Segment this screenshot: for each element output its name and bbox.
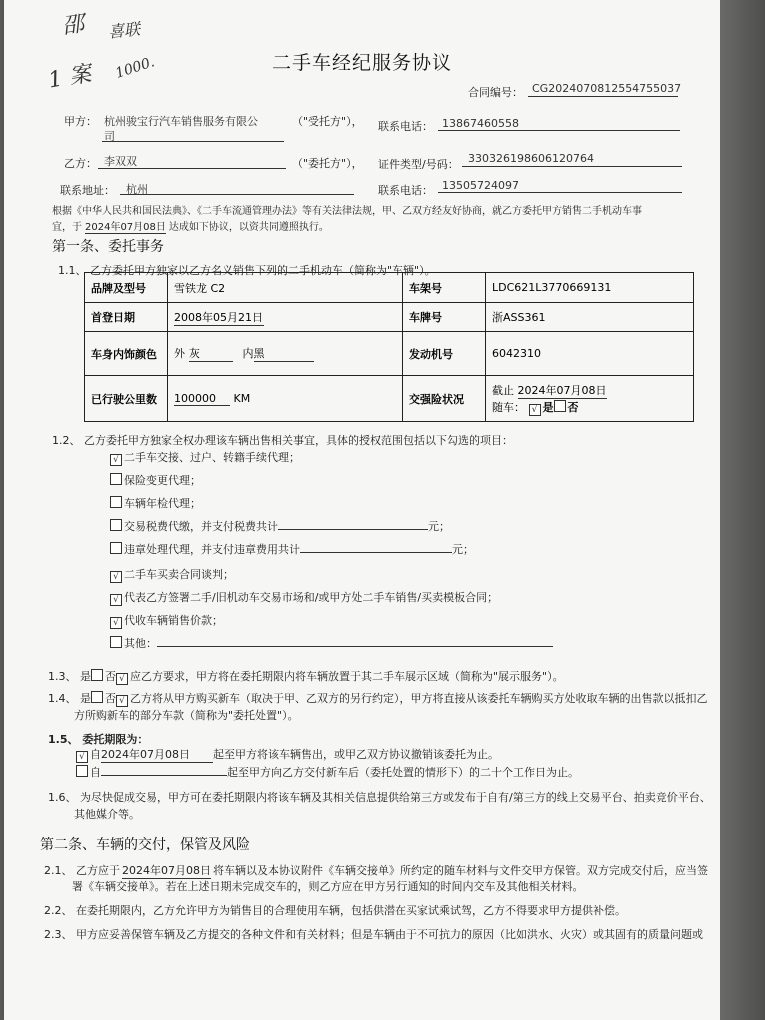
option-tax: 交易税费代缴，并支付税费共计 元； (110, 518, 450, 534)
section-2-3: 2.3、 甲方应妥善保管车辆及乙方提交的各种文件和有关材料；但是车辆由于不可抗力的原因（比如洪水、火灾）或其固有的质量问题或 (44, 928, 703, 941)
term-option-2: 自 起至甲方向乙方交付新车后（委托处置的情形下）的二十个工作日为止。 (76, 764, 579, 780)
checkbox-tax[interactable] (110, 519, 122, 531)
checkbox-inspection[interactable] (110, 496, 122, 508)
option-violation: 违章处理代理，并支付违章费用共计 元； (110, 541, 474, 557)
option-collect: √ 代收车辆销售价款； (110, 612, 223, 629)
handwriting-1: 邵 (60, 11, 86, 40)
checkbox-term-2[interactable] (76, 765, 88, 777)
option-inspection: 车辆年检代理； (110, 495, 201, 511)
party-b-id: 330326198606120764 (468, 152, 594, 165)
intro-line-1: 根据《中华人民共和国民法典》、《二手车流通管理办法》等有关法律法规，甲、乙双方经友好协商，就乙方委托甲方销售二手机动车事 (52, 206, 642, 217)
contract-no-label: 合同编号： (468, 86, 523, 99)
vin-value: LDC621L3770669131 (486, 273, 694, 303)
article-1-title: 第一条、委托事务 (52, 239, 164, 255)
mileage-value: 100000 KM (168, 376, 403, 422)
section-2-2: 2.2、 在委托期限内，乙方允许甲方为销售目的合理使用车辆，包括供潜在买家试乘试驾，乙方不得要求甲方提供补偿。 (44, 904, 626, 917)
vehicle-info-table (84, 272, 694, 422)
party-a-phone: 13867460558 (442, 117, 519, 130)
option-sign: √ 代表乙方签署二手/旧机动车交易市场和/或甲方处二手车销售/买卖模板合同； (110, 589, 498, 606)
handwriting-3: 1 案 (46, 61, 94, 94)
plate-value: 浙ASS361 (486, 303, 694, 332)
party-b-label: 乙方： (64, 157, 97, 170)
section-1-4: 1.4、 是 否 √ 乙方将从甲方购买新车（取决于甲、乙双方的另行约定），甲方将直接从该委托车辆购买方处收取车辆的出售款以抵扣乙 (48, 692, 708, 706)
plate-label: 车牌号 (403, 303, 486, 332)
engine-label: 发动机号 (403, 332, 486, 376)
checkbox-no[interactable] (554, 400, 566, 412)
checkbox-transfer[interactable]: √ (110, 454, 122, 466)
option-other: 其他： (110, 635, 553, 651)
section-1-2: 1.2、 乙方委托甲方独家全权办理该车辆出售相关事宜，具体的授权范围包括以下勾选的项目： (52, 434, 513, 447)
option-transfer: √ 二手车交接、过户、转籍手续代理； (110, 449, 300, 466)
handwriting-4: 1000. (113, 54, 157, 82)
party-b-phone-label: 联系电话： (378, 184, 433, 197)
option-insurance: 保险变更代理； (110, 472, 201, 488)
color-value: 外 灰 内黑 (168, 332, 403, 376)
checkbox-1-3-no[interactable]: √ (116, 673, 128, 685)
section-2-1-cont: 署《车辆交接单》。若在上述日期未完成交车的，则乙方应在甲方另行通知的时间内交车及其他相关材料。 (72, 880, 584, 893)
checkbox-negotiation[interactable]: √ (110, 571, 122, 583)
engine-value: 6042310 (486, 332, 694, 376)
option-negotiation: √ 二手车买卖合同谈判； (110, 566, 234, 583)
section-1-5: 1.5、 委托期限为： (48, 733, 149, 746)
page-title: 二手车经纪服务协议 (272, 52, 453, 74)
contract-no: CG2024070812554755037 (532, 82, 682, 95)
intro-date: 2024年07月08日 (85, 218, 166, 234)
checkbox-1-4-yes[interactable] (91, 691, 103, 703)
party-a-role: （"受托方"）， (292, 115, 363, 128)
intro-line-2: 宜，于 2024年07月08日 达成如下协议，以资共同遵照执行。 (52, 218, 329, 234)
checkbox-1-3-yes[interactable] (91, 669, 103, 681)
id-label: 证件类型/号码： (378, 158, 459, 171)
delivery-date: 2024年07月08日 (122, 864, 211, 877)
background-shadow (720, 0, 765, 1020)
party-b-phone: 13505724097 (442, 179, 519, 192)
insurance-label: 交强险状况 (403, 376, 486, 422)
insurance-value: 截止 2024年07月08日 随车： √ 是 否 (486, 376, 694, 422)
address-label: 联系地址： (60, 184, 115, 197)
section-1-1: 1.1、 乙方委托甲方独家以乙方名义销售下列的二手机动车（简称为"车辆"）。 (58, 264, 436, 277)
color-label: 车身内饰颜色 (85, 332, 168, 376)
section-1-6-cont: 其他媒介等。 (74, 808, 140, 821)
section-2-1: 2.1、 乙方应于 2024年07月08日 将车辆以及本协议附件《车辆交接单》所约定的随车材料与文件交甲方保管。双方完成交付后，应当签 (44, 864, 708, 877)
mileage-label: 已行驶公里数 (85, 376, 168, 422)
checkbox-violation[interactable] (110, 542, 122, 554)
checkbox-sign[interactable]: √ (110, 594, 122, 606)
party-b-role: （"委托方"）， (292, 157, 363, 170)
party-b-address: 杭州 (126, 183, 148, 196)
section-1-4-cont: 方所购新车的部分车款（简称为"委托处置"）。 (74, 709, 299, 722)
party-a-label: 甲方： (64, 115, 97, 128)
checkbox-insurance[interactable] (110, 473, 122, 485)
section-1-3: 1.3、 是 否 √ 应乙方要求，甲方将在委托期限内将车辆放置于其二手车展示区域（简称为"展示服务"）。 (48, 670, 564, 684)
brand-label: 品牌及型号 (85, 273, 168, 303)
party-a-phone-label: 联系电话： (378, 120, 433, 133)
brand-value: 雪铁龙 C2 (168, 273, 403, 303)
section-1-6: 1.6、 为尽快促成交易，甲方可在委托期限内将该车辆及其相关信息提供给第三方或发布于自有/第三方的线上交易平台、拍卖竞价平台、 (48, 791, 711, 804)
checkbox-term-1[interactable]: √ (76, 751, 88, 763)
handwriting-2: 喜联 (107, 19, 142, 42)
checkbox-yes[interactable]: √ (529, 404, 541, 416)
term-option-1: √ 自2024年07月08日 起至甲方将该车辆售出，或甲乙双方协议撤销该委托为止。 (76, 746, 499, 763)
article-2-title: 第二条、车辆的交付，保管及风险 (40, 837, 250, 853)
checkbox-collect[interactable]: √ (110, 617, 122, 629)
vin-label: 车架号 (403, 273, 486, 303)
party-a-name: 杭州骏宝行汽车销售服务有限公 (104, 115, 258, 128)
checkbox-1-4-no[interactable]: √ (116, 695, 128, 707)
reg-label: 首登日期 (85, 303, 168, 332)
checkbox-other[interactable] (110, 636, 122, 648)
party-b-name: 李双双 (104, 155, 137, 168)
reg-value: 2008年05月21日 (168, 303, 403, 332)
party-a-name-2: 司 (104, 130, 115, 143)
